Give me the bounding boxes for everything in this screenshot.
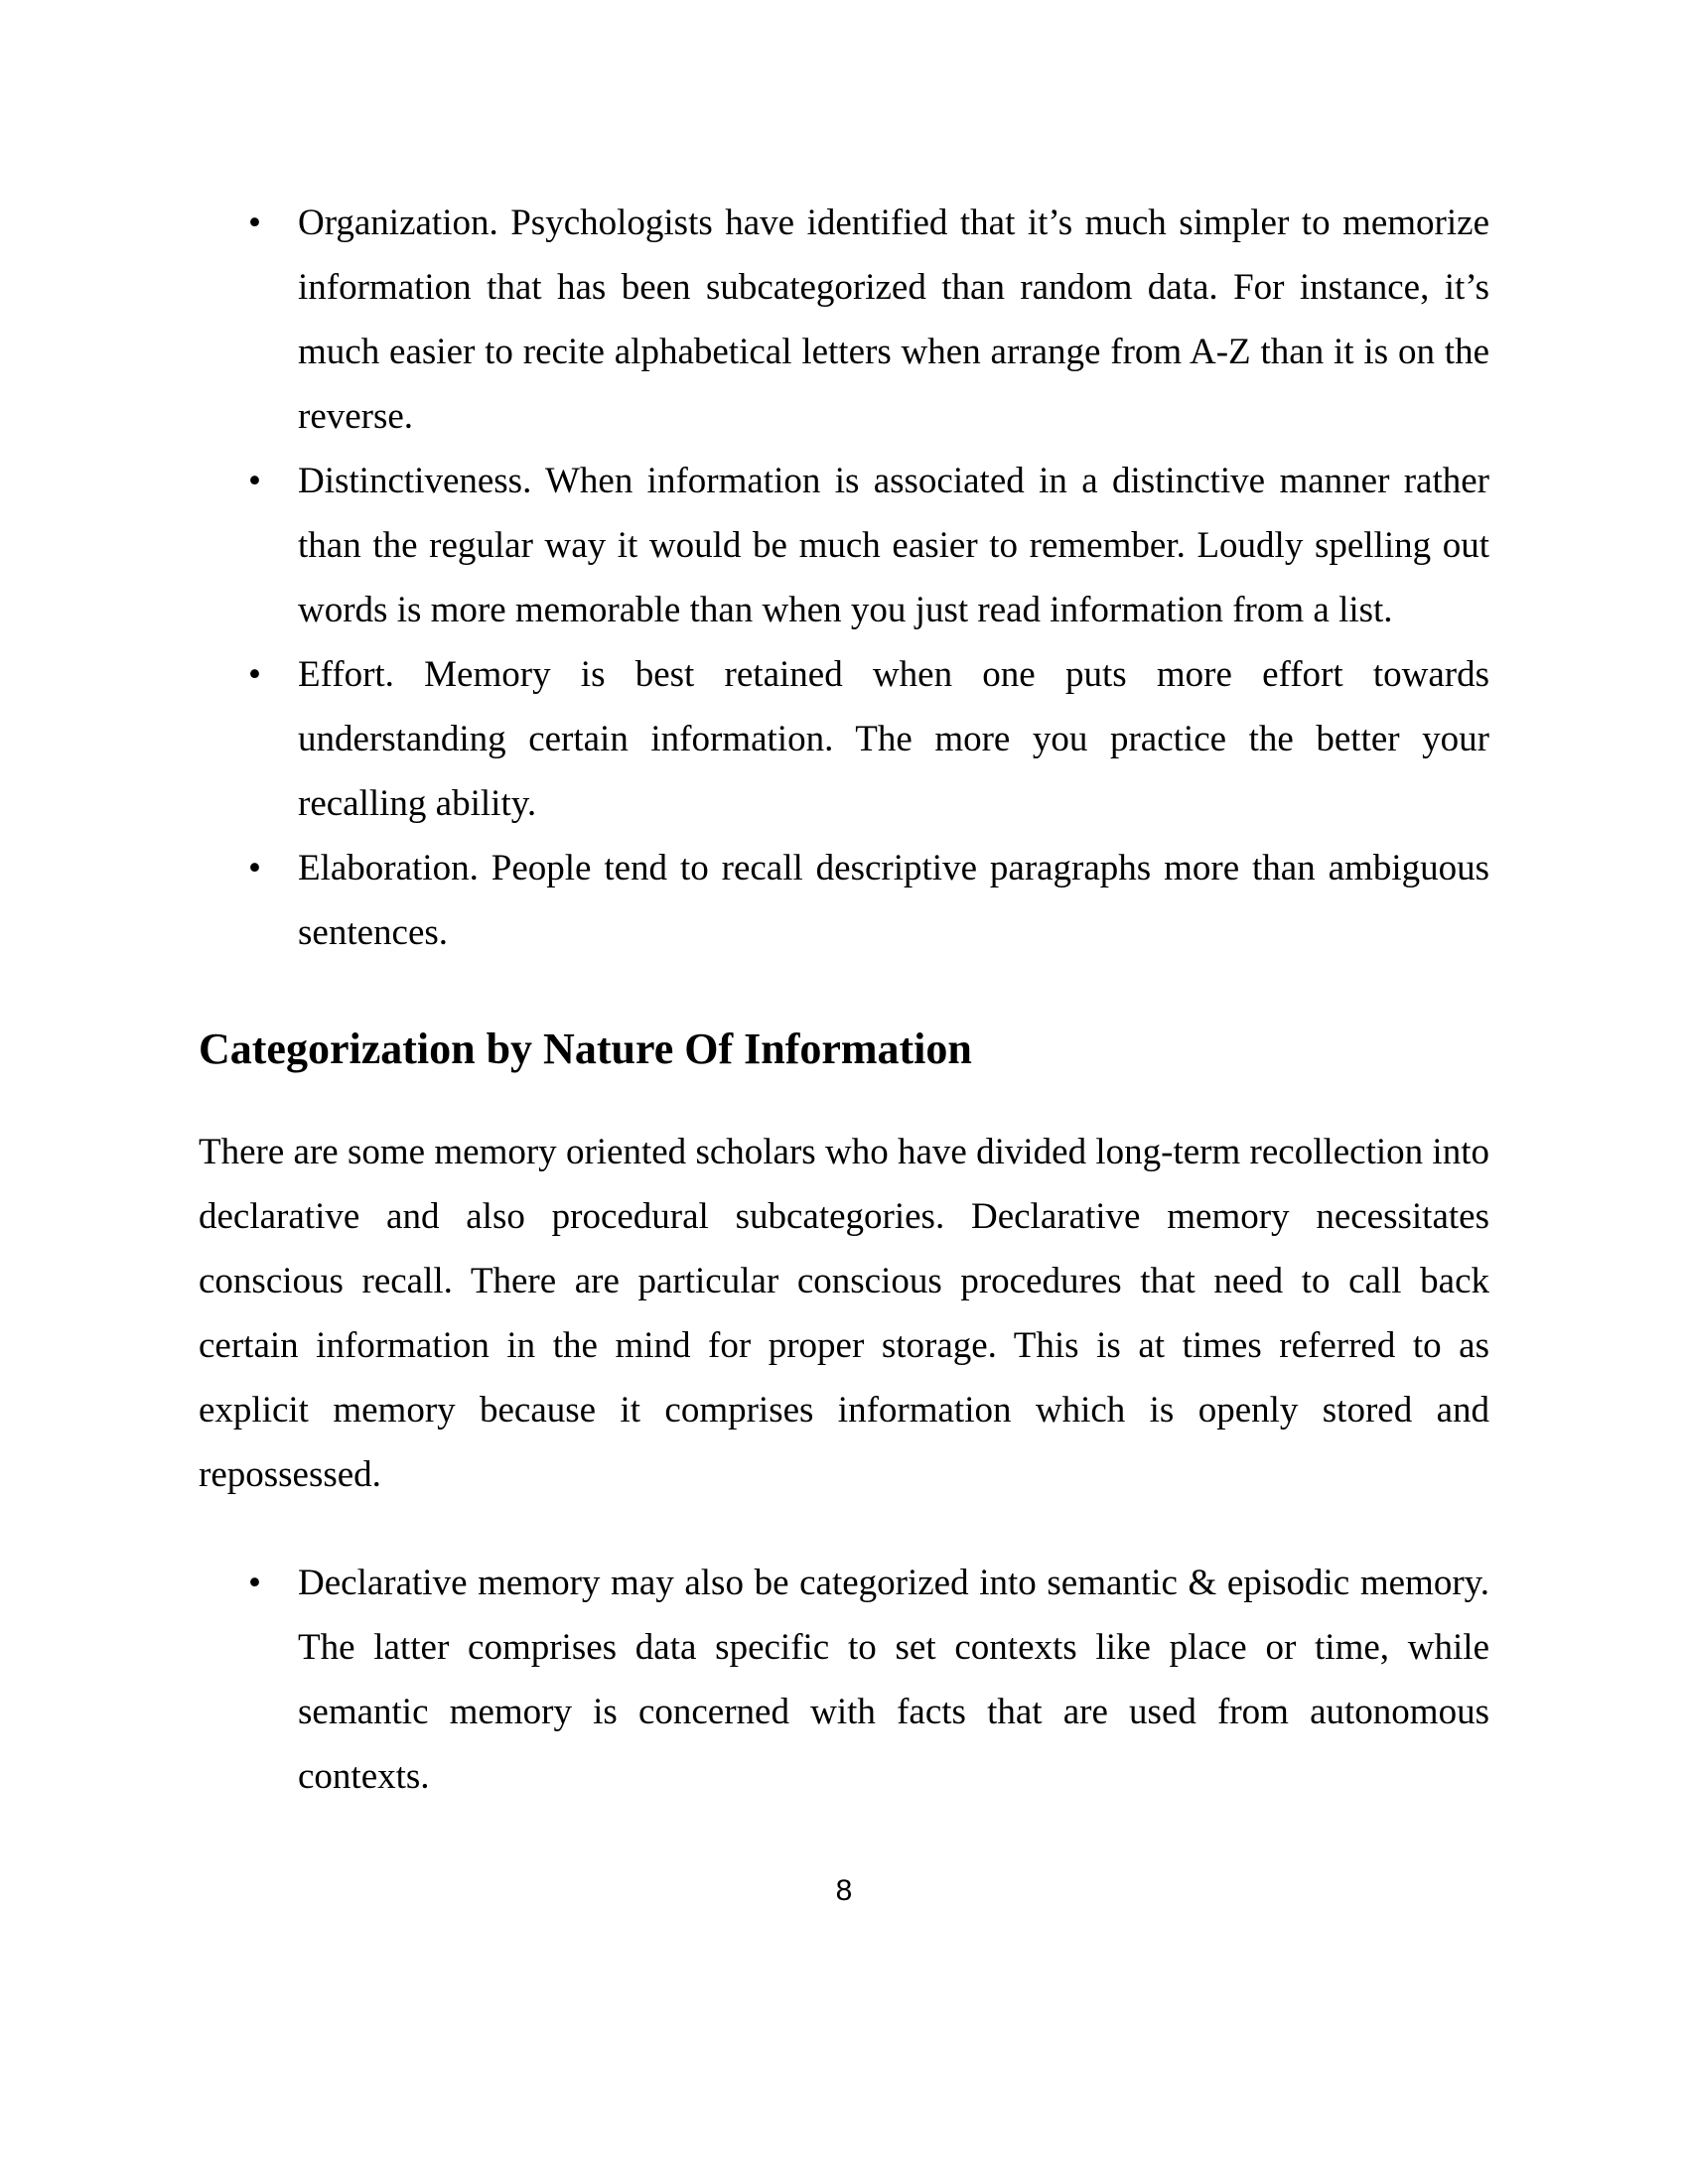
bullet-list-top	[199, 191, 1489, 965]
list-item-text: Distinctiveness. When information is associated in a distinctive manner rather than the regular way it would be much easier to remember. Loudly spelling out words is more memorable than when you just read information from a list.	[298, 461, 1489, 630]
page-footer	[199, 1874, 1489, 1908]
list-item-text: Organization. Psychologists have identified that it’s much simpler to memorize information that has been subcategorized than random data. For instance, it’s much easier to recite alphabetical letters when arrange from A-Z than it is on the reverse.	[298, 203, 1489, 437]
list-item	[199, 1551, 1489, 1809]
bullet-list-bottom	[199, 1551, 1489, 1809]
bullet-icon: •	[248, 848, 261, 888]
list-item	[199, 836, 1489, 965]
list-item	[199, 191, 1489, 449]
body-paragraph: There are some memory oriented scholars who have divided long-term recollection into declarative and also procedural subcategories. Declarative memory necessitates conscious recall. There are particular conscious procedures that need to call back certain information in the mind for proper storage. This is at times referred to as explicit memory because it comprises information which is openly stored and repossessed.	[199, 1132, 1489, 1495]
bullet-icon: •	[248, 654, 261, 695]
page-number: 8	[835, 1874, 853, 1907]
bullet-icon: •	[248, 1563, 261, 1603]
list-item	[199, 449, 1489, 642]
section-heading: Categorization by Nature Of Information	[199, 1024, 972, 1073]
list-item-text: Effort. Memory is best retained when one puts more effort towards understanding certain information. The more you practice the better your recalling ability.	[298, 654, 1489, 824]
bullet-icon: •	[248, 203, 261, 243]
list-item-text: Elaboration. People tend to recall descriptive paragraphs more than ambiguous sentences.	[298, 848, 1489, 953]
list-item	[199, 642, 1489, 836]
bullet-icon: •	[248, 461, 261, 501]
list-item-text: Declarative memory may also be categorized into semantic & episodic memory. The latter comprises data specific to set contexts like place or time, while semantic memory is concerned with facts that are used from autonomous contexts.	[298, 1563, 1489, 1797]
